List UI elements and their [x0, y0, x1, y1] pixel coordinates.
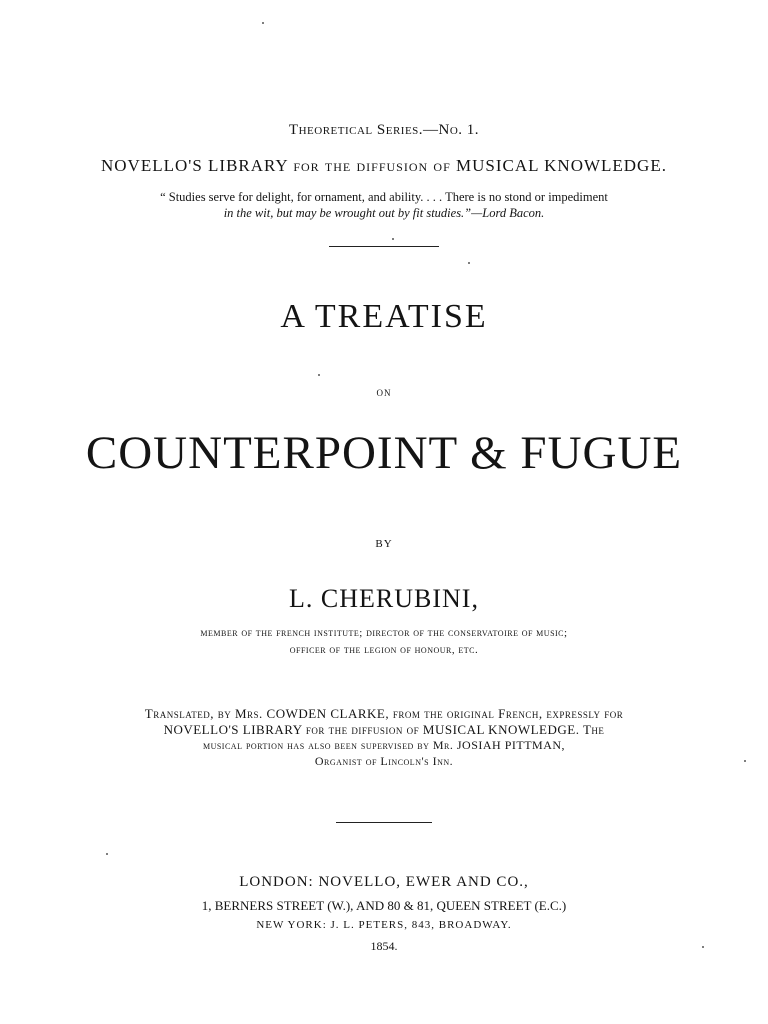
translation-line-1: Translated, by Mrs. COWDEN CLARKE, from the original French, expressly for — [144, 706, 624, 721]
title-on: ON — [376, 388, 392, 398]
author-name: L. CHERUBINI, — [289, 584, 479, 613]
scan-speck — [468, 262, 470, 264]
scan-speck — [744, 760, 746, 762]
imprint-newyork: NEW YORK: J. L. PETERS, 843, BROADWAY. — [256, 919, 512, 931]
scan-speck — [702, 946, 704, 948]
scan-speck — [106, 853, 108, 855]
translation-line-2: NOVELLO'S LIBRARY for the diffusion of MUSICAL KNOWLEDGE. The — [163, 722, 605, 737]
author-credentials-1: member of the french institute; director of the conservatoire of music; — [200, 627, 568, 639]
by-label: BY — [375, 538, 393, 550]
scan-speck — [392, 238, 394, 240]
imprint-publisher: LONDON: NOVELLO, EWER AND CO., — [239, 874, 529, 890]
imprint-rule — [336, 822, 432, 823]
title-line-2: COUNTERPOINT & FUGUE — [85, 427, 683, 479]
library-heading: NOVELLO'S LIBRARY for the diffusion of MUSICAL KNOWLEDGE. — [101, 156, 667, 175]
title-line-1: A TREATISE — [280, 298, 488, 335]
epigraph-line-1: “ Studies serve for delight, for ornament, and ability. . . . There is no stond or impediment — [160, 190, 608, 204]
imprint-address: 1, BERNERS STREET (W.), AND 80 & 81, QUEEN STREET (E.C.) — [201, 898, 567, 913]
scan-speck — [262, 22, 264, 24]
top-ornament-rule — [329, 246, 439, 247]
epigraph-line-2: in the wit, but may be wrought out by fit studies.”—Lord Bacon. — [223, 206, 545, 220]
translation-line-4: Organist of Lincoln's Inn. — [314, 754, 454, 768]
author-credentials-2: officer of the legion of honour, etc. — [289, 644, 479, 656]
translation-line-3: musical portion has also been supervised by Mr. JOSIAH PITTMAN, — [202, 738, 566, 752]
series-label: Theoretical Series.—No. 1. — [288, 122, 480, 138]
scan-speck — [318, 374, 320, 376]
imprint-year: 1854. — [370, 939, 398, 953]
